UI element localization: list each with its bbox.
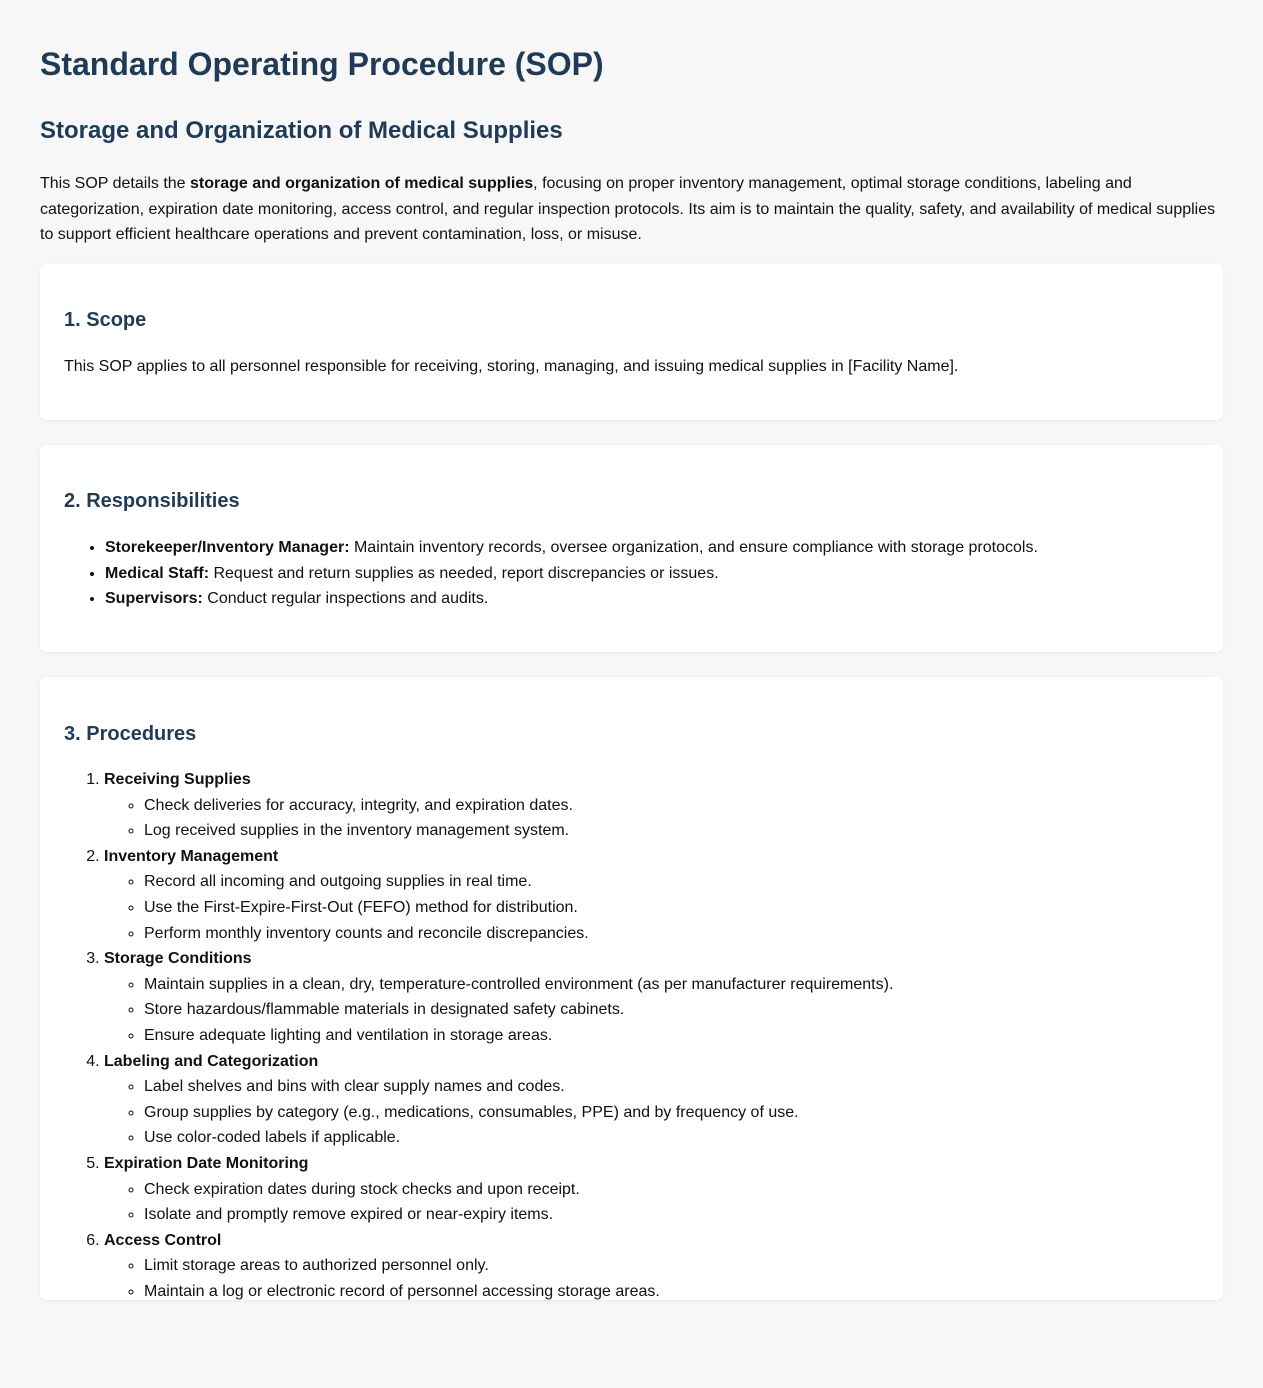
list-item: ◦ Check deliveries for accuracy, integrity, and expiration dates. [144, 793, 893, 819]
list-item: ◦ Group supplies by category (e.g., medications, consumables, PPE) and by frequency of use. [144, 1100, 893, 1126]
procedure-step [104, 1228, 893, 1300]
role-text: Request and return supplies as needed, report discrepancies or issues. [209, 564, 719, 582]
list-item: ◦ Use the First-Expire-First-Out (FEFO) method for distribution. [144, 895, 893, 921]
list-item [105, 561, 1038, 587]
procedures-card [40, 677, 1223, 1300]
page-title: Standard Operating Procedure (SOP) [40, 46, 604, 82]
step-title: Access Control [104, 1231, 222, 1249]
procedure-step [104, 767, 893, 844]
step-title: Inventory Management [104, 847, 279, 865]
procedures-heading: 3. Procedures [64, 723, 197, 745]
list-item: ◦ Check expiration dates during stock checks and upon receipt. [144, 1177, 893, 1203]
scope-heading: 1. Scope [64, 309, 147, 331]
procedure-step [104, 946, 893, 1048]
list-item: ◦ Maintain supplies in a clean, dry, temperature-controlled environment (as per manufacturer requirements). [144, 972, 893, 998]
list-item: ◦ Maintain a log or electronic record of personnel accessing storage areas. [144, 1279, 893, 1300]
list-item [105, 586, 1038, 612]
scope-card [40, 264, 1223, 420]
step-substeps [104, 1253, 893, 1300]
list-item [105, 535, 1038, 561]
page-subtitle: Storage and Organization of Medical Supplies [40, 117, 563, 144]
list-item: ◦ Limit storage areas to authorized personnel only. [144, 1253, 893, 1279]
list-item: ◦ Ensure adequate lighting and ventilation in storage areas. [144, 1023, 893, 1049]
list-item: ◦ Record all incoming and outgoing supplies in real time. [144, 869, 893, 895]
intro-text-bold: storage and organization of medical supplies [190, 175, 534, 192]
procedure-step [104, 1049, 893, 1151]
role-text: Conduct regular inspections and audits. [202, 590, 489, 608]
procedure-step [104, 1151, 893, 1228]
list-item: ◦ Perform monthly inventory counts and reconcile discrepancies. [144, 921, 893, 947]
intro-text-start: This SOP details the [40, 175, 190, 192]
step-substeps [104, 793, 893, 844]
list-item: ◦ Isolate and promptly remove expired or near-expiry items. [144, 1202, 893, 1228]
responsibilities-card [40, 445, 1223, 652]
role-text: Maintain inventory records, oversee organization, and ensure compliance with storage protocols. [349, 539, 1038, 556]
list-item: ◦ Store hazardous/flammable materials in designated safety cabinets. [144, 997, 893, 1023]
step-substeps [104, 972, 893, 1049]
responsibilities-heading: 2. Responsibilities [64, 490, 240, 512]
intro-paragraph [40, 171, 1223, 248]
list-item: ◦ Label shelves and bins with clear supply names and codes. [144, 1074, 893, 1100]
list-item: ◦ Log received supplies in the inventory management system. [144, 818, 893, 844]
step-substeps [104, 869, 893, 946]
step-substeps [104, 1074, 893, 1151]
responsibilities-list [64, 535, 1038, 612]
procedure-step [104, 844, 893, 946]
procedures-list [64, 767, 893, 1300]
step-title: Storage Conditions [104, 950, 252, 968]
role-name: Supervisors: [105, 590, 203, 608]
step-title: Receiving Supplies [104, 771, 251, 788]
list-item: ◦ Use color-coded labels if applicable. [144, 1125, 893, 1151]
role-name: Medical Staff: [105, 564, 210, 582]
scope-text: This SOP applies to all personnel responsible for receiving, storing, managing, and issuing medical supplies in [Facility Name]. [64, 358, 959, 375]
step-substeps [104, 1177, 893, 1228]
role-name: Storekeeper/Inventory Manager: [105, 539, 350, 556]
intro-text-end: , focusing on proper inventory management, optimal storage conditions, labeling and categorization, expiration date monitoring, access control, and regular inspection protocols. Its aim is to maintain the quality, safety, and availability of medical supplies to support efficient healthcare operations and prevent contamination, loss, or misuse. [40, 175, 1216, 243]
step-title: Labeling and Categorization [104, 1052, 319, 1070]
step-title: Expiration Date Monitoring [104, 1154, 309, 1172]
